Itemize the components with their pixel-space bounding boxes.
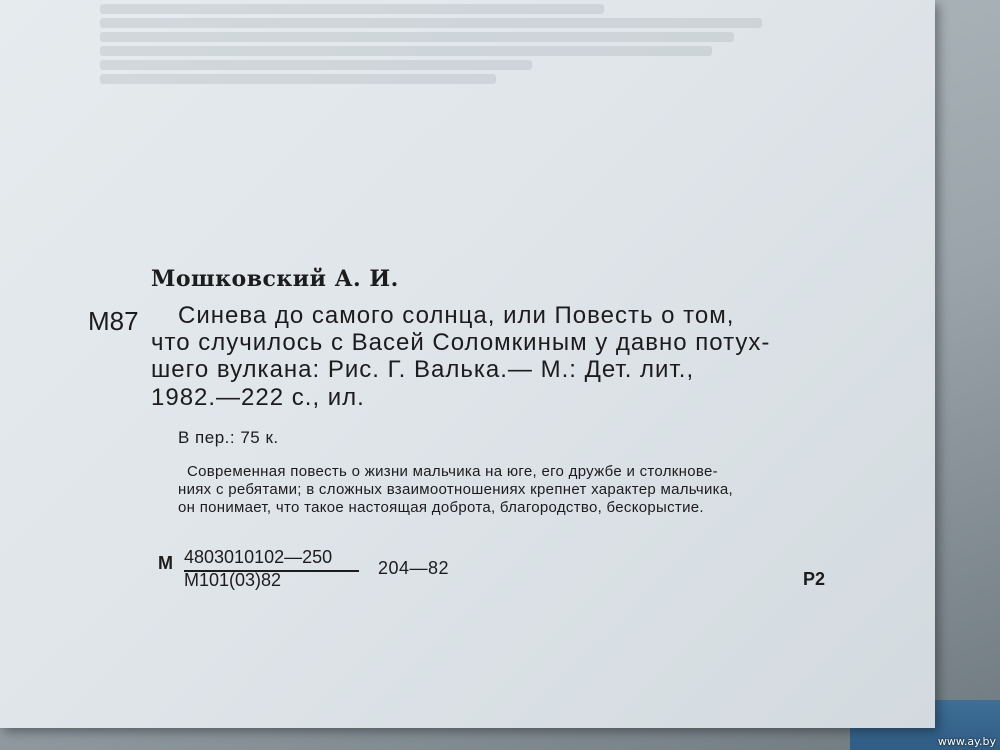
price-line: В пер.: 75 к. [178, 428, 279, 447]
index-denominator: М101(03)82 [184, 570, 282, 590]
classification-code: Р2 [803, 569, 826, 589]
author-name: Мошковский А. И. [151, 266, 399, 292]
description-line: 1982.—222 с., ил. [151, 384, 365, 411]
annotation-line: он понимает, что такое настоящая доброта, благородство, бескорыстие. [178, 499, 704, 516]
annotation-line: ниях с ребятами; в сложных взаимоотношениях крепнет характер мальчика, [178, 481, 733, 498]
watermark-text: www.ay.by [937, 735, 996, 748]
index-numerator: 4803010102—250 [184, 547, 333, 567]
index-letter: М [158, 553, 173, 573]
description-line: шего вулкана: Рис. Г. Валька.— М.: Дет. лит., [151, 356, 695, 383]
catalog-code: М87 [88, 306, 139, 336]
show-through-text [100, 0, 820, 110]
description-line: что случилось с Васей Соломкиным у давно потух- [151, 329, 771, 356]
annotation-line: Современная повесть о жизни мальчика на юге, его дружбе и столкнове- [187, 463, 718, 480]
order-number: 204—82 [378, 558, 450, 578]
description-line: Синева до самого солнца, или Повесть о том, [178, 302, 735, 329]
